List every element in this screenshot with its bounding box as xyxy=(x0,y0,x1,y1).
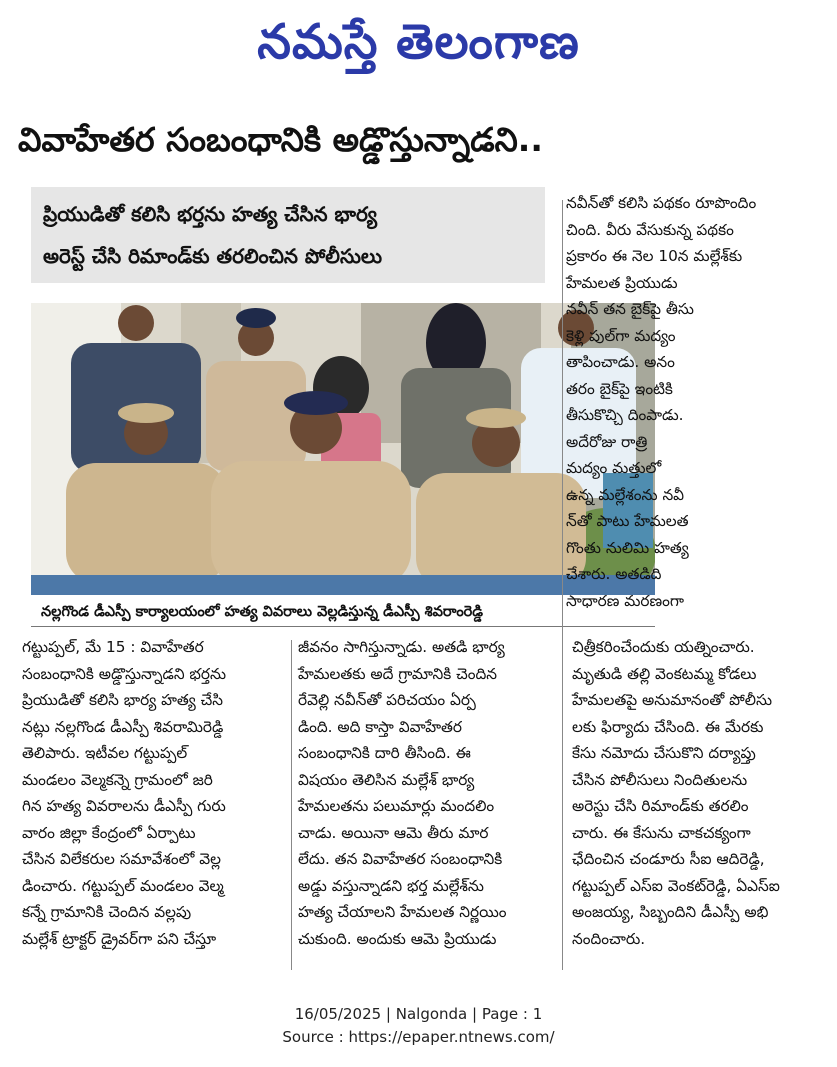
article-text-line: రేవెల్లి నవీన్‌తో పరిచయం ఏర్ప xyxy=(298,691,476,709)
newspaper-masthead: నమస్తే తెలంగాణ xyxy=(257,14,580,70)
article-text-line: మండలం వెల్మకన్నె గ్రామంలో జరి xyxy=(22,770,213,789)
article-text-line: అడ్డు వస్తున్నాడని భర్త మల్లేశ్‌ను xyxy=(298,876,484,895)
article-text-line: న్‌తో పాటు హేమలత xyxy=(566,512,689,530)
article-column-right-top xyxy=(566,190,826,614)
article-text-line: హత్య చేయాలని హేమలత నిర్ణయిం xyxy=(298,903,507,921)
article-text-line: సంబంధానికి దారి తీసింది. ఈ xyxy=(298,744,471,762)
article-text-line: నవీన్ తన బైక్‌పై తీసు xyxy=(566,300,694,318)
subhead-line: ప్రియుడితో కలిసి భర్తను హత్య చేసిన భార్య xyxy=(43,202,377,226)
article-text-line: తరం బైక్‌పై ఇంటికి xyxy=(566,379,673,398)
article-text-line: హేమలతపై అనుమానంతో పోలీసు xyxy=(572,691,772,709)
article-column-left xyxy=(22,634,284,952)
article-text-line: కేసు నమోదు చేసుకొని దర్యాప్తు xyxy=(572,744,756,762)
article-text-line: డించారు. గట్టుప్పల్ మండలం వెల్మ xyxy=(22,876,224,895)
footer-source: Source : https://epaper.ntnews.com/ xyxy=(282,1028,555,1046)
photo-caption: నల్లగొండ డీఎస్పీ కార్యాలయంలో హత్య వివరాలు వెల్లడిస్తున్న డీఎస్పీ శివరాంరెడ్డి xyxy=(31,597,655,627)
article-text-line: నట్లు నల్లగొండ డీఎస్పీ శివరామిరెడ్డి xyxy=(22,717,224,736)
article-text-line: చారు. ఈ కేసును చాకచక్యంగా xyxy=(572,823,751,842)
article-text-line: సాధారణ మరణంగా xyxy=(566,591,684,610)
article-text-line: అదేరోజు రాత్రి xyxy=(566,432,648,451)
column-divider xyxy=(562,200,563,970)
article-column-right-bottom xyxy=(572,634,830,952)
article-text-line: గట్టుప్పల్ ఎస్ఐ వెంకట్‌రెడ్డి, ఏఎస్ఐ xyxy=(572,876,780,895)
article-text-line: లేదు. తన వివాహేతర సంబంధానికి xyxy=(298,850,503,868)
article-text-line: జీవనం సాగిస్తున్నాడు. అతడి భార్య xyxy=(298,638,505,656)
article-text-line: మృతుడి తల్లి వెంకటమ్మ కోడలు xyxy=(572,664,757,683)
article-text-line: తెలిపారు. ఇటీవల గట్టుప్పల్ xyxy=(22,744,188,762)
article-text-line: మల్లేశ్ ట్రాక్టర్ డ్రైవర్‌గా పని చేస్తూ xyxy=(22,929,217,948)
article-text-line: ఉన్న మల్లేశంను నవీ xyxy=(566,485,685,504)
article-text-line: చింది. వీరు వేసుకున్న పథకం xyxy=(566,220,734,239)
article-text-line: గిన హత్య వివరాలను డీఎస్పీ గురు xyxy=(22,797,226,815)
article-text-line: కెళ్లి పుల్‌గా మద్యం xyxy=(566,326,676,345)
article-text-line: నవీన్‌తో కలిసి పథకం రూపొందిం xyxy=(566,194,757,212)
article-text-line: నందించారు. xyxy=(572,929,646,948)
article-text-line: ప్రియుడితో కలిసి భార్య హత్య చేసి xyxy=(22,691,223,709)
article-text-line: మద్యం మత్తులో xyxy=(566,459,662,477)
article-text-line: చేసిన విలేకరుల సమావేశంలో వెల్ల xyxy=(22,850,221,868)
article-text-line: విషయం తెలిసిన మల్లేశ్ భార్య xyxy=(298,770,475,789)
article-text-line: హేమలత ప్రియుడు xyxy=(566,273,678,292)
article-text-line: గట్టుప్పల్, మే 15 : వివాహేతర xyxy=(22,638,204,656)
article-text-line: తీసుకొచ్చి దింపాడు. xyxy=(566,406,684,424)
footer-date-edition: 16/05/2025 | Nalgonda | Page : 1 xyxy=(294,1005,543,1023)
article-text-line: వారం జిల్లా కేంద్రంలో ఏర్పాటు xyxy=(22,823,196,842)
article-text-line: హేమలతకు అదే గ్రామానికి చెందిన xyxy=(298,664,498,683)
article-text-line: సంబంధానికి అడ్డొస్తున్నాడని భర్తను xyxy=(22,664,227,683)
article-text-line: ప్రకారం ఈ నెల 10న మల్లేశ్‌కు xyxy=(566,247,743,265)
article-text-line: అంజయ్య, సిబ్బందిని డీఎస్పీ అభి xyxy=(572,903,769,921)
article-text-line: చుకుంది. అందుకు ఆమె ప్రియుడు xyxy=(298,929,497,948)
article-text-line: లకు ఫిర్యాదు చేసింది. ఈ మేరకు xyxy=(572,717,764,736)
article-column-middle xyxy=(298,634,560,952)
article-text-line: చిత్రీకరించేందుకు యత్నించారు. xyxy=(572,638,755,656)
column-divider xyxy=(291,640,292,970)
article-headline: వివాహేతర సంబంధానికి అడ్డొస్తున్నాడని.. xyxy=(18,120,543,159)
article-subheadline xyxy=(31,187,545,283)
article-text-line: గొంతు నులిమి హత్య xyxy=(566,538,689,557)
article-text-line: హేమలతను పలుమార్లు మందలిం xyxy=(298,797,495,815)
article-text-line: చేసిన పోలీసులు నిందితులను xyxy=(572,770,748,789)
article-text-line: చాడు. అయినా ఆమె తీరు మార xyxy=(298,823,489,842)
article-text-line: డింది. అది కాస్తా వివాహేతర xyxy=(298,717,463,736)
article-text-line: అరెస్టు చేసి రిమాండ్‌కు తరలిం xyxy=(572,797,749,815)
article-text-line: తాపించాడు. అనం xyxy=(566,353,675,371)
article-text-line: కన్నే గ్రామానికి చెందిన వల్లపు xyxy=(22,903,192,921)
subhead-line: అరెస్ట్ చేసి రిమాండ్‌కు తరలించిన పోలీసులు xyxy=(43,244,383,268)
article-text-line: చేశారు. అతడిది xyxy=(566,565,662,583)
article-text-line: ఛేదించిన చండూరు సీఐ ఆదిరెడ్డి, xyxy=(572,850,765,868)
